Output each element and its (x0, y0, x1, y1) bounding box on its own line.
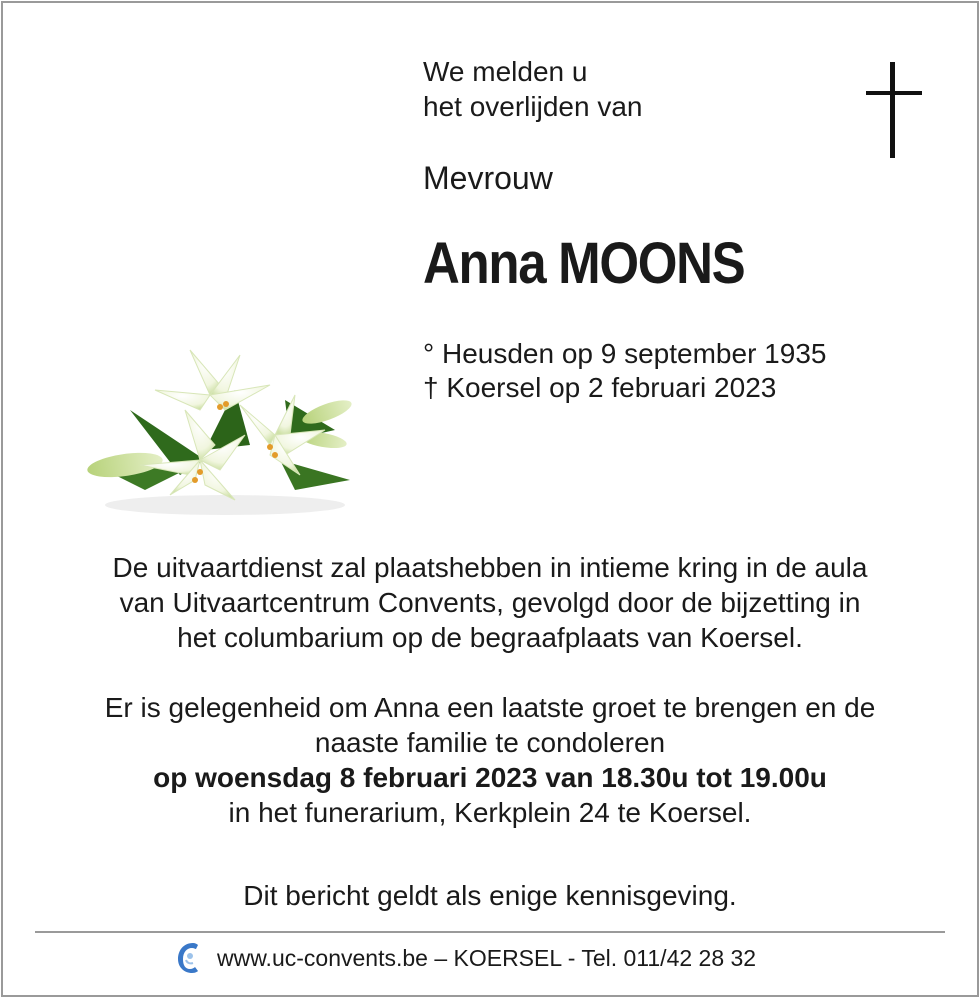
life-dates (423, 337, 826, 405)
intro-line-2: het overlijden van (423, 91, 643, 122)
footer (175, 938, 756, 978)
death-date: † Koersel op 2 februari 2023 (423, 372, 777, 403)
honorific: Mevrouw (423, 160, 553, 196)
service-line-3: het columbarium op de begraafplaats van Koersel. (177, 622, 803, 653)
convents-logo-icon (175, 940, 201, 976)
birth-date: ° Heusden op 9 september 1935 (423, 338, 827, 369)
service-details (40, 550, 940, 830)
intro-line-1: We melden u (423, 56, 588, 87)
service-line-1: De uitvaartdienst zal plaatshebben in intieme kring in de aula (112, 552, 868, 583)
deceased-name: Anna MOONS (423, 231, 745, 296)
footer-divider (35, 931, 945, 933)
visitation-line-2: naaste familie te condoleren (314, 727, 666, 758)
intro-text (423, 54, 642, 124)
service-line-2: van Uitvaartcentrum Convents, gevolgd door de bijzetting in (119, 587, 861, 618)
notice-text: Dit bericht geldt als enige kennisgeving. (243, 880, 737, 911)
lily-flowers-image (85, 340, 360, 520)
visitation-where: in het funerarium, Kerkplein 24 te Koersel. (228, 797, 752, 828)
cross-icon (866, 62, 922, 158)
visitation-when: op woensdag 8 februari 2023 van 18.30u tot 19.00u (153, 762, 827, 793)
visitation-line-1: Er is gelegenheid om Anna een laatste groet te brengen en de (104, 692, 876, 723)
footer-contact: www.uc-convents.be – KOERSEL - Tel. 011/42 28 32 (217, 944, 757, 971)
